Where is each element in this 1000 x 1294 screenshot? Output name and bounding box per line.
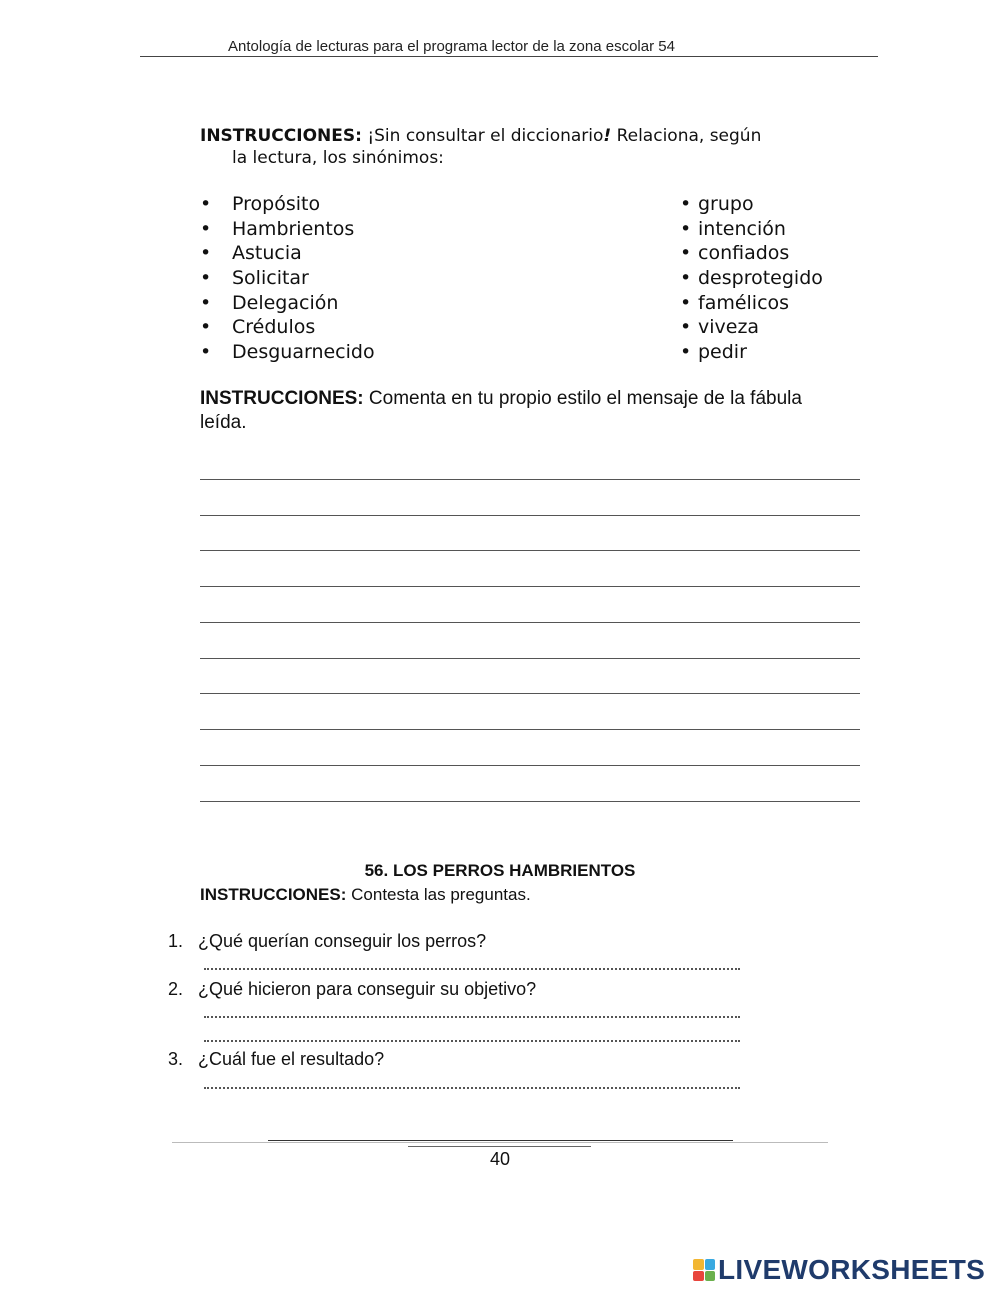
instructions-text-a: ¡Sin consultar el diccionario bbox=[367, 126, 604, 146]
synonyms-left-list bbox=[200, 192, 375, 365]
answer-field[interactable] bbox=[204, 968, 740, 970]
list-item[interactable]: • Desguarnecido bbox=[200, 341, 375, 364]
answer-line[interactable] bbox=[200, 550, 860, 551]
answer-field[interactable] bbox=[204, 1040, 740, 1042]
instructions-label: INSTRUCCIONES: bbox=[200, 388, 364, 409]
answer-line[interactable] bbox=[200, 729, 860, 730]
list-item[interactable]: • grupo bbox=[680, 193, 754, 215]
list-item[interactable]: • Hambrientos bbox=[200, 217, 355, 240]
list-item[interactable]: • Propósito bbox=[200, 193, 321, 215]
question-1: 1. ¿Qué querían conseguir los perros? bbox=[168, 931, 487, 951]
answer-line[interactable] bbox=[200, 586, 860, 587]
section-title: 56. LOS PERROS HAMBRIENTOS bbox=[364, 861, 636, 880]
answer-field[interactable] bbox=[204, 1016, 740, 1018]
instructions-label: INSTRUCCIONES: bbox=[200, 885, 347, 904]
liveworksheets-mark-icon bbox=[693, 1259, 715, 1281]
list-item[interactable]: • Delegación bbox=[200, 291, 339, 314]
list-item[interactable]: • Solicitar bbox=[200, 267, 309, 290]
header-title: Antología de lecturas para el programa lector de la zona escolar 54 bbox=[228, 38, 675, 55]
list-item[interactable]: • viveza bbox=[680, 316, 760, 339]
footer-rule bbox=[268, 1140, 733, 1141]
liveworksheets-logo[interactable] bbox=[693, 1254, 985, 1286]
answer-line[interactable] bbox=[200, 765, 860, 766]
answer-line[interactable] bbox=[200, 658, 860, 659]
instructions-label: INSTRUCCIONES: bbox=[200, 126, 362, 146]
synonyms-instructions bbox=[200, 125, 810, 169]
instructions-line2: la lectura, los sinónimos: bbox=[232, 148, 444, 168]
synonyms-right-list bbox=[680, 192, 823, 365]
page-number: 40 bbox=[489, 1149, 511, 1169]
answer-line[interactable] bbox=[200, 693, 860, 694]
answer-line[interactable] bbox=[200, 479, 860, 480]
footer-rule bbox=[172, 1142, 828, 1143]
answer-line[interactable] bbox=[200, 515, 860, 516]
instructions-exclaim: ! bbox=[603, 126, 612, 146]
comment-instructions bbox=[200, 387, 810, 435]
list-item[interactable]: • Crédulos bbox=[200, 316, 316, 339]
list-item[interactable]: • intención bbox=[680, 217, 786, 240]
header-rule bbox=[140, 56, 878, 57]
list-item[interactable]: • famélicos bbox=[680, 291, 790, 314]
instructions-text-b: Relaciona, según bbox=[611, 126, 762, 146]
answer-line[interactable] bbox=[200, 801, 860, 802]
list-item[interactable]: • desprotegido bbox=[680, 267, 823, 290]
answer-line[interactable] bbox=[200, 622, 860, 623]
questions-instructions bbox=[200, 885, 531, 905]
logo-text: LIVEWORKSHEETS bbox=[718, 1254, 986, 1285]
instructions-text: Comenta en tu propio estilo el mensaje de la fábula leída. bbox=[200, 388, 802, 433]
footer-rule bbox=[408, 1146, 591, 1147]
list-item[interactable]: • confiados bbox=[680, 242, 790, 265]
list-item[interactable]: • pedir bbox=[680, 341, 747, 364]
answer-field[interactable] bbox=[204, 1087, 740, 1089]
question-3: 3. ¿Cuál fue el resultado? bbox=[168, 1049, 385, 1069]
question-2: 2. ¿Qué hicieron para conseguir su objetivo? bbox=[168, 979, 537, 999]
instructions-text: Contesta las preguntas. bbox=[346, 885, 531, 904]
list-item[interactable]: • Astucia bbox=[200, 242, 302, 265]
